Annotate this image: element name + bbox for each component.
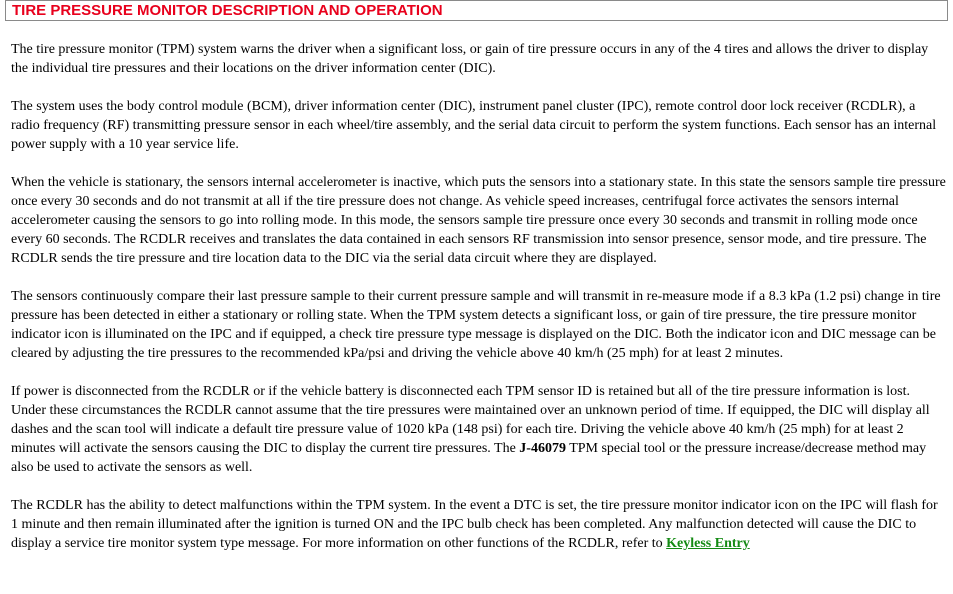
page-title: TIRE PRESSURE MONITOR DESCRIPTION AND OPERATION <box>12 2 443 19</box>
paragraph-power-disconnect <box>11 382 947 477</box>
paragraph-text: The RCDLR has the ability to detect malfunctions within the TPM system. In the event a DTC is set, the tire pressure monitor indicator icon on the IPC will flash for 1 minute and then remain illuminated after the ignition is turned ON and the IPC bulb check has been completed. Any malfunction detected will cause the DIC to display a service tire monitor system type message. For more information on other functions of the RCDLR, refer to <box>11 498 938 551</box>
paragraph-malfunction-detection <box>11 496 947 553</box>
special-tool-number: J-46079 <box>519 441 566 456</box>
keyless-entry-link[interactable]: Keyless Entry <box>666 536 750 551</box>
paragraph-system-components: The system uses the body control module (BCM), driver information center (DIC), instrument panel cluster (IPC), remote control door lock receiver (RCDLR), a radio frequency (RF) transmitting pressure sensor in each wheel/tire assembly, and the serial data circuit to perform the system functions. Each sensor has an internal power supply with a 10 year service life. <box>11 99 937 152</box>
paragraph-sensor-modes: When the vehicle is stationary, the sensors internal accelerometer is inactive, which puts the sensors into a stationary state. In this state the sensors sample tire pressure once every 30 seconds and do not transmit at all if the tire pressure does not change. As vehicle speed increases, centrifugal force activates the sensors internal accelerometer causing the sensors to go into rolling mode. In this mode, the sensors sample tire pressure once every 30 seconds and transmit in rolling mode once every 60 seconds. The RCDLR receives and translates the data contained in each sensors RF transmission into sensor presence, sensor mode, and tire pressure. The RCDLR sends the tire pressure and tire location data to the DIC via the serial data circuit where they are displayed. <box>11 175 946 266</box>
paragraph-text: If power is disconnected from the RCDLR or if the vehicle battery is disconnected each TPM sensor ID is retained but all of the tire pressure information is lost. Under these circumstances the RCDLR cannot assume that the tire pressures were maintained over an unknown period of time. If equipped, the DIC will display all dashes and the scan tool will indicate a default tire pressure value of 1020 kPa (148 psi) for each tire. Driving the vehicle above 40 km/h (25 mph) for at least 2 minutes will activate the sensors causing the DIC to display the current tire pressures. The <box>11 384 930 456</box>
paragraph-tpm-overview: The tire pressure monitor (TPM) system warns the driver when a significant loss, or gain of tire pressure occurs in any of the 4 tires and allows the driver to display the individual tire pressures and their locations on the driver information center (DIC). <box>11 42 929 76</box>
paragraph-text: TPM special tool or the pressure increase/decrease method may also be used to activate the sensors as well. <box>11 441 927 475</box>
document-body <box>11 40 947 572</box>
title-bar <box>5 0 948 21</box>
paragraph-remeasure-mode: The sensors continuously compare their last pressure sample to their current pressure sample and will transmit in re-measure mode if a 8.3 kPa (1.2 psi) change in tire pressure has been detected in either a stationary or rolling state. When the TPM system detects a significant loss, or gain of tire pressure, the tire pressure monitor indicator icon is illuminated on the IPC and if equipped, a check tire pressure type message is displayed on the DIC. Both the indicator icon and DIC message can be cleared by adjusting the tire pressures to the recommended kPa/psi and driving the vehicle above 40 km/h (25 mph) for at least 2 minutes. <box>11 289 941 361</box>
